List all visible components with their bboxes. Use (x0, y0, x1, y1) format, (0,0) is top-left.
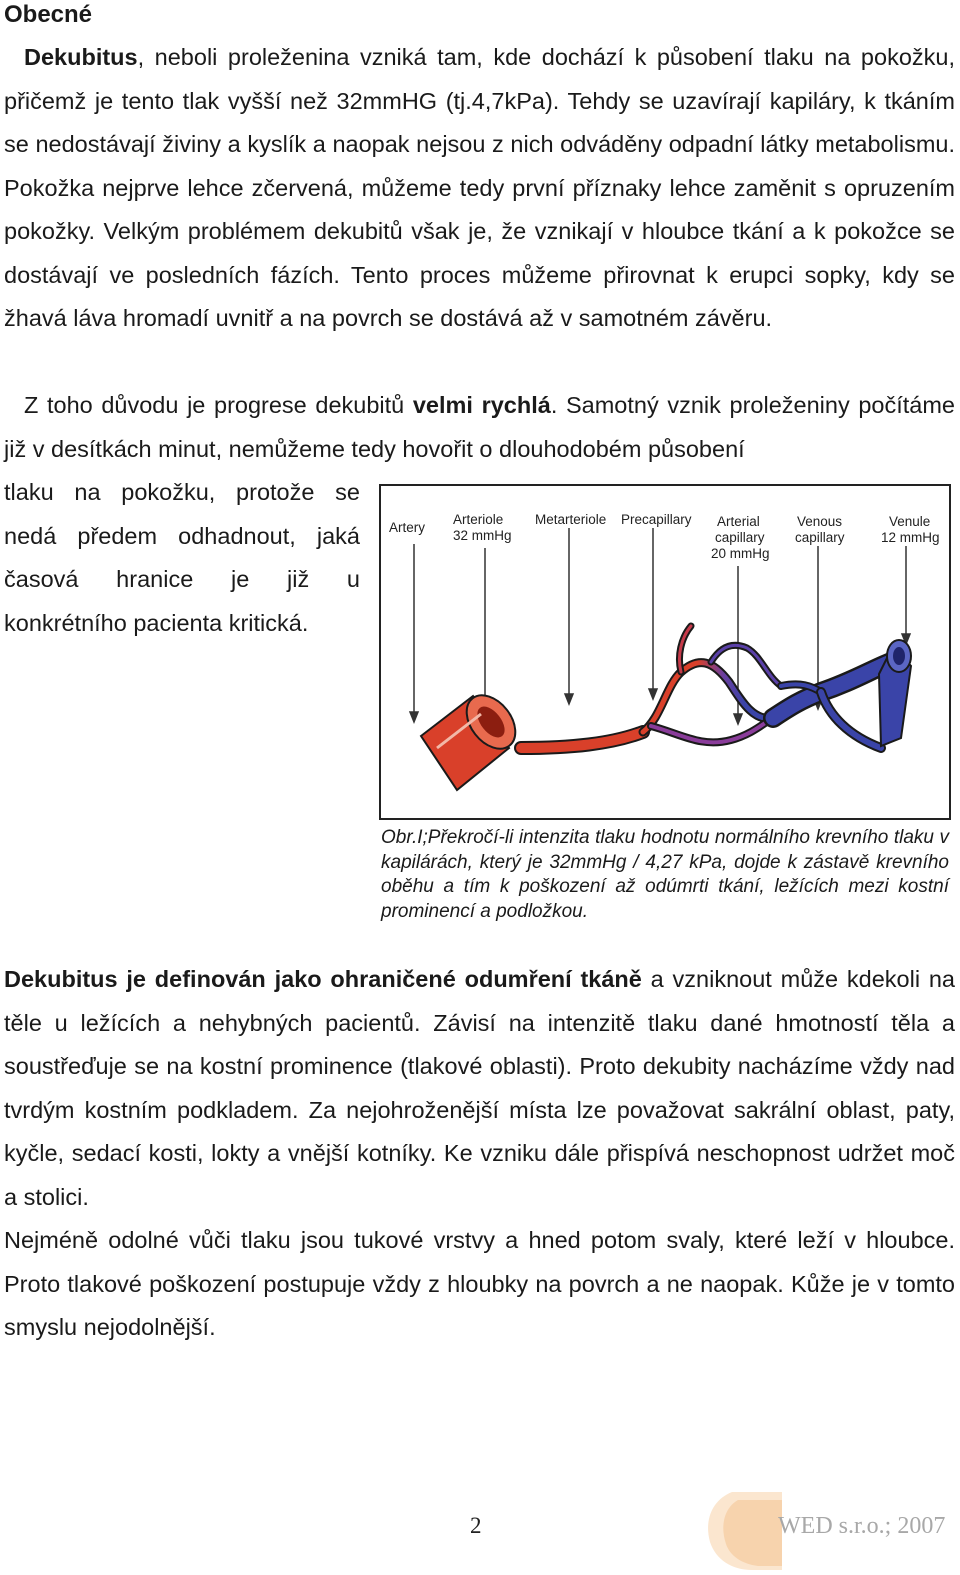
label-arterial-capillary-2: capillary (715, 530, 765, 545)
footer-company: WED s.r.o.; 2007 (778, 1513, 946, 1539)
label-arteriole-pressure: 32 mmHg (453, 528, 512, 543)
label-arterial-capillary-pressure: 20 mmHg (711, 546, 770, 561)
label-arteriole: Arteriole (453, 512, 504, 527)
paragraph-progression-continued: tlaku na pokožku, protože se nedá předem odhadnout, jaká časová hranice je již u konkrétního pacienta kritická. (4, 479, 360, 636)
emphasis-velmi-rychla: velmi rychlá (412, 392, 551, 418)
label-venule-pressure: 12 mmHg (881, 530, 940, 545)
label-venous-capillary: Venous (797, 514, 843, 529)
paragraph-progression (4, 384, 955, 471)
section-heading: Obecné (4, 1, 93, 28)
figure-caption: Obr.I;Překročí-li intenzita tlaku hodnotu normálního krevního tlaku v kapilárách, který je 32mmHg / 4,27 kPa, dojde k zástavě krevního oběhu a tím k poškození až odúmrti tkání, ležících mezi kostní prominencí a podložkou. (381, 827, 949, 922)
term-dekubitus: Dekubitus (24, 44, 138, 70)
capillary-pressure-figure (379, 484, 951, 820)
label-arterial-capillary: Arterial (717, 514, 760, 529)
paragraph-intro-text: , neboli proleženina vzniká tam, kde dochází k působení tlaku na pokožku, přičemž je tento tlak vyšší než 32mmHG (tj.4,7kPa). Tehdy se uzavírají kapiláry, k tkáním se nedostávají živiny a kyslík a naopak nejsou z nich odváděny odpadní látky metabolismu. Pokožka nejprve lehce zčervená, můžeme tedy první příznaky lehce zaměnit s opruzením pokožky. Velkým problémem dekubitů však je, že vznikají v hloubce tkání a k pokožce se dostávají ve posledních fázích. Tento proces můžeme přirovnat k erupci sopky, kdy se žhavá láva hromadí uvnitř a na povrch se dostává až v samotném závěru. (4, 44, 955, 331)
label-precapillary: Precapillary (621, 512, 692, 527)
paragraph-intro (4, 36, 955, 341)
paragraph-progression-text: . Samotný vznik proleženiny počítáme již v desítkách minut, nemůžeme tedy hovořit o dlouhodobém působení (4, 392, 955, 462)
paragraph-definition (4, 958, 955, 1219)
label-artery: Artery (389, 520, 426, 535)
label-venous-capillary-2: capillary (795, 530, 845, 545)
capillary-network (521, 626, 891, 748)
paragraph-definition-text: a vzniknout může kdekoli na těle u ležících a nehybných pacientů. Závisí na intenzitě tlaku dané hmotností těla a soustřeďuje se na kostní prominence (tlakové oblasti). Proto dekubity nacházíme vždy nad tvrdým kostním podkladem. Za nejohroženější místa lze považovat sakrální oblast, paty, kyčle, sedací kosti, lokty a vnější kotníky. Ke vzniku dále přispívá neschopnost udržet moč a stolici. (4, 966, 955, 1210)
paragraph-progression-lead: Z toho důvodu je progrese dekubitů (24, 392, 413, 418)
paragraph-tissue-resistance: Nejméně odolné vůči tlaku jsou tukové vrstvy a hned potom svaly, které leží v hloubce. Proto tlakové poškození postupuje vždy z hloubky na povrch a ne naopak. Kůže je v tomto smyslu nejodolnější. (4, 1227, 955, 1340)
page-number: 2 (470, 1513, 482, 1538)
label-metarteriole: Metarteriole (535, 512, 607, 527)
company-logo (702, 1490, 782, 1570)
definition-bold: Dekubitus je definován jako ohraničené odumření tkáně (4, 966, 642, 992)
artery-shape (421, 686, 525, 790)
label-venule: Venule (889, 514, 931, 529)
